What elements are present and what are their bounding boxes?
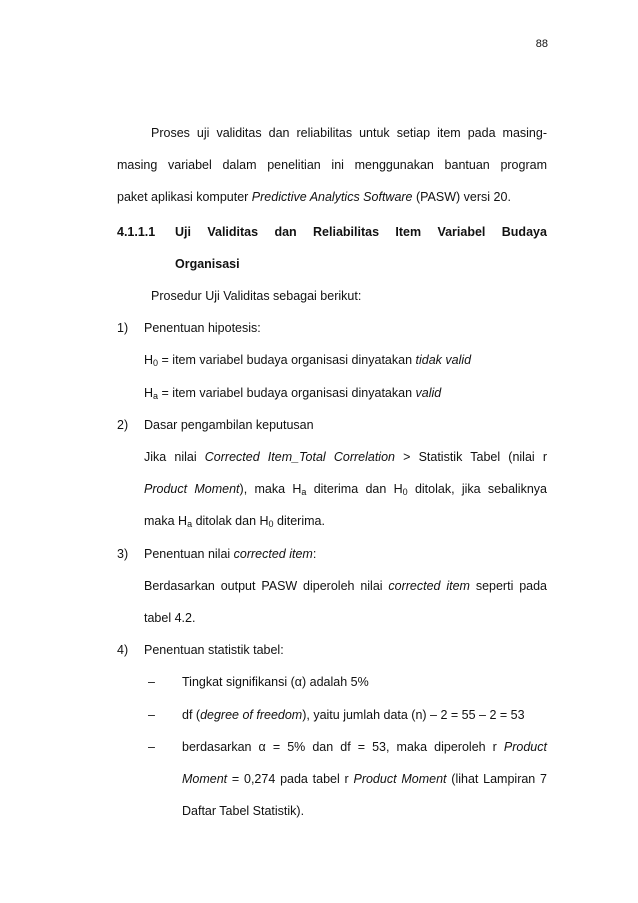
list-item-1 bbox=[117, 312, 547, 344]
title-word: Variabel bbox=[437, 224, 486, 239]
list-item-title: Dasar pengambilan keputusan bbox=[144, 417, 314, 432]
bullet-line-2: Moment = 0,274 pada tabel r Product Moment (lihat Lampiran 7 bbox=[182, 772, 547, 787]
decision-line-3: maka $H_a$ ditolak dan $H_0$ diterima. bbox=[144, 514, 325, 530]
section-number: 4.1.1.1 bbox=[117, 224, 156, 239]
list-item-3 bbox=[117, 538, 547, 570]
list-item-title: Penentuan nilai corrected item: bbox=[144, 546, 317, 561]
intro-line-2: masing variabel dalam penelitian ini menggunakan bantuan program bbox=[117, 158, 547, 173]
title-word: Item bbox=[395, 224, 422, 239]
bullet-text bbox=[182, 731, 547, 828]
section-title-continued: Organisasi bbox=[175, 256, 240, 271]
hypothesis-ha: $H_a$ = item variabel budaya organisasi dinyatakan valid bbox=[144, 385, 442, 401]
bullet-text: Tingkat signifikansi (α) adalah 5% bbox=[182, 675, 369, 690]
intro-line-3: paket aplikasi komputer Predictive Analytics Software (PASW) versi 20. bbox=[117, 190, 511, 205]
list-item-title: Penentuan statistik tabel: bbox=[144, 643, 284, 658]
bullet-degree-of-freedom bbox=[117, 699, 547, 731]
title-word: dan bbox=[274, 224, 297, 239]
section-title bbox=[175, 216, 547, 248]
bullet-line-3: Daftar Tabel Statistik). bbox=[182, 804, 305, 819]
dash-marker: – bbox=[148, 739, 155, 754]
title-word: Reliabilitas bbox=[313, 224, 380, 239]
list-item-2 bbox=[117, 409, 547, 441]
dash-marker: – bbox=[148, 707, 155, 722]
dash-marker: – bbox=[148, 675, 155, 690]
title-word: Budaya bbox=[501, 224, 547, 239]
decision-line-2: Product Moment), maka $H_a$ diterima dan $H_0$ ditolak, jika sebaliknya bbox=[144, 482, 547, 498]
list-item-4 bbox=[117, 634, 547, 666]
section-heading bbox=[117, 216, 547, 248]
decision-line-1: Jika nilai Corrected Item_Total Correlation > Statistik Tabel (nilai r bbox=[144, 450, 547, 465]
intro-line-1: Proses uji validitas dan reliabilitas untuk setiap item pada masing- bbox=[151, 126, 547, 140]
page-number: 88 bbox=[535, 38, 548, 50]
title-word: Validitas bbox=[207, 224, 259, 239]
bullet-significance bbox=[117, 666, 547, 698]
document-body bbox=[117, 117, 547, 827]
list-marker: 1) bbox=[117, 321, 129, 336]
list-marker: 2) bbox=[117, 417, 129, 432]
list-item-title: Penentuan hipotesis: bbox=[144, 321, 261, 336]
corrected-item-line-2: tabel 4.2. bbox=[144, 611, 196, 626]
list-marker: 4) bbox=[117, 643, 129, 658]
hypothesis-h0: $H_0$ = item variabel budaya organisasi dinyatakan tidak valid bbox=[144, 353, 472, 369]
bullet-line-1: berdasarkan α = 5% dan df = 53, maka diperoleh r Product bbox=[182, 739, 547, 754]
list-marker: 3) bbox=[117, 546, 129, 561]
procedure-intro: Prosedur Uji Validitas sebagai berikut: bbox=[151, 289, 362, 304]
corrected-item-line-1: Berdasarkan output PASW diperoleh nilai corrected item seperti pada bbox=[144, 578, 547, 593]
bullet-product-moment bbox=[117, 731, 547, 828]
bullet-text: df (degree of freedom), yaitu jumlah data (n) – 2 = 55 – 2 = 53 bbox=[182, 707, 525, 722]
title-word: Uji bbox=[175, 224, 191, 239]
